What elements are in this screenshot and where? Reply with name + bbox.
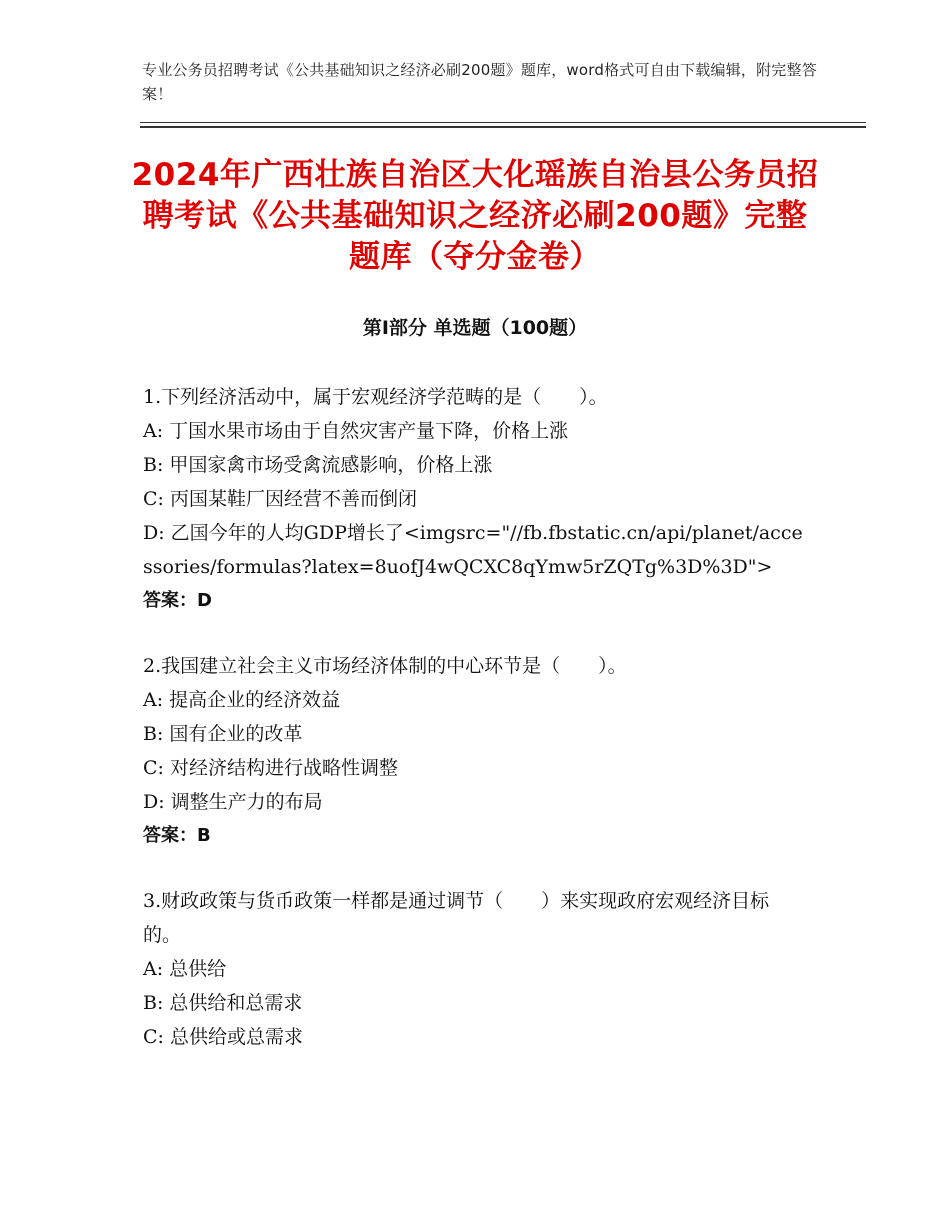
question-1 bbox=[143, 380, 803, 618]
header-rule-thin bbox=[140, 122, 866, 123]
option-b: B: 甲国家禽市场受禽流感影响，价格上涨 bbox=[143, 454, 493, 476]
option-b: B: 总供给和总需求 bbox=[143, 992, 303, 1014]
header-rule-thick bbox=[140, 126, 866, 128]
question-2 bbox=[143, 649, 803, 853]
option-c: C: 总供给或总需求 bbox=[143, 1026, 303, 1048]
question-stem: 3.财政政策与货币政策一样都是通过调节（ ）来实现政府宏观经济目标的。 bbox=[143, 890, 770, 946]
option-c: C: 丙国某鞋厂因经营不善而倒闭 bbox=[143, 488, 417, 510]
question-stem: 1.下列经济活动中，属于宏观经济学范畴的是（ ）。 bbox=[143, 386, 608, 408]
option-a: A: 提高企业的经济效益 bbox=[143, 689, 341, 711]
section-title: 第Ⅰ部分 单选题（100题） bbox=[362, 317, 588, 339]
answer: 答案：D bbox=[143, 590, 212, 611]
option-b: B: 国有企业的改革 bbox=[143, 723, 303, 745]
question-list bbox=[143, 380, 803, 1085]
option-c: C: 对经济结构进行战略性调整 bbox=[143, 757, 398, 779]
answer: 答案：B bbox=[143, 825, 211, 846]
question-stem: 2.我国建立社会主义市场经济体制的中心环节是（ ）。 bbox=[143, 655, 627, 677]
option-d: D: 乙国今年的人均GDP增长了<imgsrc="//fb.fbstatic.cn/api/planet/accessories/formulas?latex=8uofJ4wQCXC8qYmw5rZQTg%3D%3D"> bbox=[143, 522, 803, 578]
option-a: A: 总供给 bbox=[143, 958, 227, 980]
question-3 bbox=[143, 884, 803, 1054]
option-d: D: 调整生产力的布局 bbox=[143, 791, 323, 813]
header-note: 专业公务员招聘考试《公共基础知识之经济必刷200题》题库，word格式可自由下载编辑，附完整答案！ bbox=[142, 61, 817, 103]
option-a: A: 丁国水果市场由于自然灾害产量下降，价格上涨 bbox=[143, 420, 569, 442]
document-title: 2024年广西壮族自治区大化瑶族自治县公务员招聘考试《公共基础知识之经济必刷200题》完整题库（夺分金卷） bbox=[131, 157, 819, 275]
